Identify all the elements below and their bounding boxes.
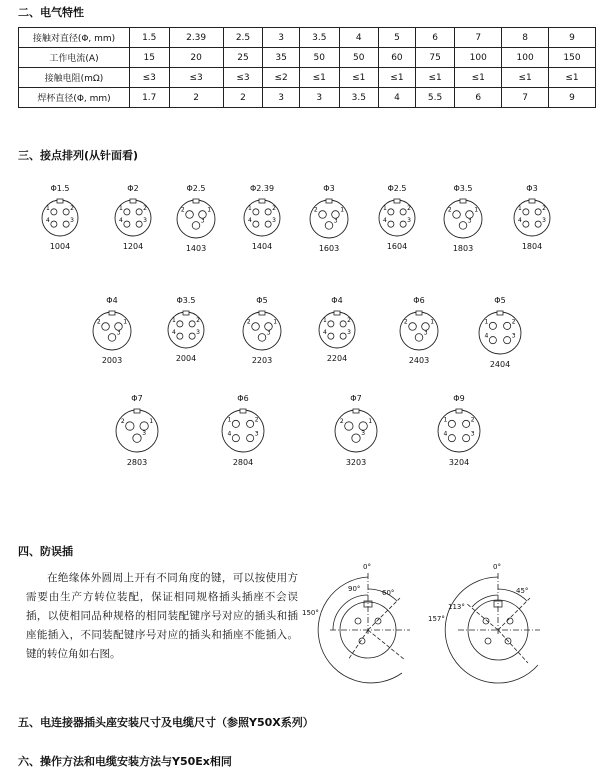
section-title-contact-arrangement: 三、接点排列(从针面看) (18, 149, 139, 162)
contact-number: 1 (340, 206, 345, 214)
angle-label-60: 60° (382, 589, 395, 597)
table-cell: 1.7 (130, 88, 170, 108)
connector-key (183, 311, 189, 315)
table-cell: 35 (263, 48, 300, 68)
contact-pin (186, 211, 194, 219)
connector-face (166, 310, 206, 350)
contact-pin (247, 420, 254, 427)
contact-pin (535, 221, 541, 227)
connector-outline (335, 410, 377, 452)
contact-pin (124, 209, 130, 215)
contact-number: 3 (361, 429, 366, 437)
contact-number: 1 (517, 204, 522, 212)
contact-pin (232, 435, 239, 442)
connector-key (456, 409, 462, 413)
connector-face (333, 408, 379, 454)
contact-pin (463, 420, 470, 427)
contact-pin (189, 321, 195, 327)
contact-number: 2 (347, 316, 352, 324)
table-cell: 5 (379, 28, 416, 48)
contact-number: 3 (470, 430, 475, 438)
contact-number: 2 (313, 206, 318, 214)
contact-pin (448, 435, 455, 442)
contact-pin (340, 321, 346, 327)
connector-diameter-label: Φ3.5 (453, 184, 473, 193)
connector-face (241, 310, 283, 352)
contact-number: 4 (517, 217, 522, 225)
contact-pin (253, 221, 259, 227)
angle-label-0: 0° (493, 563, 501, 571)
table-cell: 3.5 (339, 88, 379, 108)
connector-code: 1803 (452, 244, 474, 253)
contact-number: 3 (333, 217, 338, 225)
connector-code: 1204 (122, 242, 144, 251)
contact-pin (459, 222, 467, 230)
anti-misinsertion-text: 在绝缘体外圆周上开有不同角度的键，可以按使用方需要由生产方转位装配，保证相同规格插头插座不会误插，以使相同品种规格的相同装配键序号对应的插头和插座能插入，不同装配键序号对应的插头和插座不能插入。键的转位角如右图。 (26, 572, 298, 660)
connector-face (512, 198, 552, 238)
contact-pin (51, 221, 57, 227)
table-cell: 9 (549, 88, 596, 108)
contact-pin (400, 209, 406, 215)
contact-pin (247, 435, 254, 442)
contact-number: 1 (368, 417, 373, 425)
contact-pin (265, 221, 271, 227)
contact-pin (523, 209, 529, 215)
connector-code: 2404 (489, 360, 511, 369)
connector-key (193, 199, 199, 203)
contact-number: 1 (443, 416, 448, 424)
connector-code: 1404 (251, 242, 273, 251)
contact-number: 2 (70, 204, 75, 212)
contact-pin (359, 422, 367, 430)
contact-pin (415, 334, 423, 342)
connector-face (477, 310, 523, 356)
table-cell: ≤3 (223, 68, 263, 88)
connector-key (497, 311, 503, 315)
connector-face (91, 310, 133, 352)
contact-number: 4 (118, 217, 123, 225)
connector-code: 2003 (101, 356, 123, 365)
table-cell: 150 (549, 48, 596, 68)
connector-diameter-label: Φ7 (350, 394, 362, 403)
table-cell: 3 (300, 88, 340, 108)
contact-number: 2 (542, 204, 547, 212)
row-header: 接触对直径(Φ, mm) (19, 28, 130, 48)
table-cell: 15 (130, 48, 170, 68)
contact-number: 3 (200, 217, 205, 225)
connector-diameter-label: Φ5 (494, 296, 506, 305)
table-cell: ≤1 (300, 68, 340, 88)
contact-number: 3 (116, 329, 121, 337)
contact-number: 4 (227, 430, 232, 438)
contact-pin (177, 321, 183, 327)
connector-face (113, 198, 153, 238)
contact-pin (63, 221, 69, 227)
contact-number: 4 (484, 332, 489, 340)
contact-number: 3 (254, 430, 259, 438)
table-cell: 60 (379, 48, 416, 68)
connector-face (40, 198, 80, 238)
angle-label-157: 157° (428, 615, 445, 623)
table-cell: 7 (455, 28, 502, 48)
contact-pin (345, 422, 353, 430)
connector-key (57, 199, 63, 203)
contact-pin (388, 209, 394, 215)
row-header: 焊杯直径(Φ, mm) (19, 88, 130, 108)
contact-pin (63, 209, 69, 215)
contact-number: 2 (254, 416, 259, 424)
contact-pin (232, 420, 239, 427)
keying-diagram-left (300, 565, 420, 695)
contact-pin (102, 323, 110, 331)
connector-face (317, 310, 357, 350)
contact-number: 1 (382, 204, 387, 212)
connector-diameter-label: Φ7 (131, 394, 143, 403)
contact-number: 4 (45, 217, 50, 225)
connector-key (130, 199, 136, 203)
contact-number: 1 (430, 318, 435, 326)
table-cell: 6 (455, 88, 502, 108)
connector-face (308, 198, 350, 240)
connector-diameter-label: Φ2.5 (186, 184, 206, 193)
contact-pin (252, 323, 260, 331)
contact-number: 4 (382, 217, 387, 225)
contact-pin (124, 221, 130, 227)
contact-number: 1 (171, 316, 176, 324)
contact-number: 2 (180, 206, 185, 214)
connector-code: 2004 (175, 354, 197, 363)
table-cell: 3 (263, 28, 300, 48)
connector-face (114, 408, 160, 454)
connector-face (175, 198, 217, 240)
table-row (19, 68, 596, 88)
connector-key (134, 409, 140, 413)
connector-diameter-label: Φ2.39 (249, 184, 275, 193)
angle-label-113: 113° (448, 603, 465, 611)
contact-number: 3 (196, 329, 201, 337)
contact-number: 3 (266, 329, 271, 337)
table-cell: 75 (415, 48, 455, 68)
table-row (19, 28, 596, 48)
angle-label-150: 150° (302, 609, 319, 617)
contact-number: 4 (247, 217, 252, 225)
contact-pin (352, 434, 360, 442)
angle-label-0: 0° (363, 563, 371, 571)
connector-diameter-label: Φ2 (127, 184, 139, 193)
row-header: 工作电流(A) (19, 48, 130, 68)
contact-number: 1 (45, 204, 50, 212)
section-title-anti-misinsertion: 四、防误插 (18, 545, 73, 558)
contact-number: 2 (470, 416, 475, 424)
contact-pin (192, 222, 200, 230)
contact-number: 2 (407, 204, 412, 212)
contact-pin (265, 209, 271, 215)
contact-number: 2 (196, 316, 201, 324)
connector-face (220, 408, 266, 454)
contact-pin (133, 434, 141, 442)
contact-pin (253, 209, 259, 215)
table-cell: 7 (502, 88, 549, 108)
contact-number: 2 (403, 318, 408, 326)
keying-diagram-right (428, 565, 558, 695)
connector-diameter-label: Φ3 (323, 184, 335, 193)
contact-pin (340, 333, 346, 339)
table-cell: ≤1 (339, 68, 379, 88)
connector-code: 1804 (521, 242, 543, 251)
contact-pin (504, 322, 511, 329)
contact-pin (463, 435, 470, 442)
contact-pin (189, 333, 195, 339)
connector-code: 2203 (251, 356, 273, 365)
contact-number: 4 (322, 329, 327, 337)
connector-diameter-label: Φ6 (413, 296, 425, 305)
contact-number: 3 (542, 217, 547, 225)
connector-face (377, 198, 417, 238)
table-cell: ≤1 (455, 68, 502, 88)
connector-diameter-label: Φ4 (331, 296, 343, 305)
contact-pin (409, 323, 417, 331)
contact-number: 4 (171, 329, 176, 337)
table-cell: 100 (455, 48, 502, 68)
contact-number: 2 (120, 417, 125, 425)
contact-number: 1 (484, 318, 489, 326)
electrical-spec-table (18, 27, 596, 108)
contact-number: 2 (447, 206, 452, 214)
table-cell: ≤3 (130, 68, 170, 88)
contact-pin (523, 221, 529, 227)
connector-diameter-label: Φ6 (237, 394, 249, 403)
table-cell: 3.5 (300, 28, 340, 48)
section-title-electrical: 二、电气特性 (18, 6, 84, 19)
contact-number: 2 (246, 318, 251, 326)
contact-number: 3 (407, 217, 412, 225)
connector-code: 3204 (448, 458, 470, 467)
connector-face (242, 198, 282, 238)
contact-number: 1 (474, 206, 479, 214)
table-cell: ≤1 (502, 68, 549, 88)
contact-number: 2 (511, 318, 516, 326)
contact-number: 1 (227, 416, 232, 424)
anti-misinsertion-paragraph (26, 569, 298, 664)
angle-label-90: 90° (348, 585, 361, 593)
table-cell: 8 (502, 28, 549, 48)
connector-key (259, 199, 265, 203)
connector-code: 2804 (232, 458, 254, 467)
table-row (19, 48, 596, 68)
contact-number: 1 (149, 417, 154, 425)
table-cell: 4 (379, 88, 416, 108)
connector-code: 1603 (318, 244, 340, 253)
connector-key (334, 311, 340, 315)
contact-number: 3 (511, 332, 516, 340)
connector-diameter-label: Φ9 (453, 394, 465, 403)
table-cell: 2.5 (223, 28, 263, 48)
contact-number: 1 (322, 316, 327, 324)
connector-key (326, 199, 332, 203)
table-cell: 25 (223, 48, 263, 68)
contact-number: 3 (423, 329, 428, 337)
connector-key (109, 311, 115, 315)
connector-diameter-label: Φ1.5 (50, 184, 70, 193)
table-cell: 9 (549, 28, 596, 48)
connector-diameter-label: Φ2.5 (387, 184, 407, 193)
contact-pin (535, 209, 541, 215)
contact-pin (51, 209, 57, 215)
table-cell: 3 (263, 88, 300, 108)
keying-diagram-right-drawing (428, 565, 558, 695)
contact-number: 3 (70, 217, 75, 225)
contact-number: 1 (118, 204, 123, 212)
contact-pin (140, 422, 148, 430)
contact-number: 2 (339, 417, 344, 425)
section-title-operation-method: 六、操作方法和电缆安装方法与Y50Ex相同 (18, 755, 232, 768)
table-cell: 5.5 (415, 88, 455, 108)
table-cell: 2 (169, 88, 223, 108)
contact-pin (388, 221, 394, 227)
contact-pin (400, 221, 406, 227)
connector-code: 2403 (408, 356, 430, 365)
contact-number: 1 (273, 318, 278, 326)
connector-code: 1604 (386, 242, 408, 251)
table-cell: 2 (223, 88, 263, 108)
connector-code: 1403 (185, 244, 207, 253)
contact-pin (108, 334, 116, 342)
table-cell: ≤1 (549, 68, 596, 88)
table-cell: ≤1 (415, 68, 455, 88)
contact-number: 3 (467, 217, 472, 225)
contact-pin (126, 422, 134, 430)
table-cell: 1.5 (130, 28, 170, 48)
connector-diameter-label: Φ3.5 (176, 296, 196, 305)
connector-face (436, 408, 482, 454)
contact-number: 1 (123, 318, 128, 326)
row-header: 接触电阻(mΩ) (19, 68, 130, 88)
contact-pin (489, 337, 496, 344)
connector-key (416, 311, 422, 315)
connector-code: 3203 (345, 458, 367, 467)
contact-pin (328, 321, 334, 327)
connector-face (398, 310, 440, 352)
table-cell: ≤2 (263, 68, 300, 88)
table-cell: 2.39 (169, 28, 223, 48)
table-cell: ≤3 (169, 68, 223, 88)
contact-pin (328, 333, 334, 339)
connector-key (529, 199, 535, 203)
table-cell: 4 (339, 28, 379, 48)
contact-pin (325, 222, 333, 230)
table-cell: ≤1 (379, 68, 416, 88)
connector-diameter-label: Φ3 (526, 184, 538, 193)
contact-pin (319, 211, 327, 219)
connector-key (353, 409, 359, 413)
table-cell: 50 (300, 48, 340, 68)
contact-number: 3 (272, 217, 277, 225)
angle-label-45: 45° (516, 587, 529, 595)
connector-key (460, 199, 466, 203)
contact-pin (504, 337, 511, 344)
contact-pin (136, 221, 142, 227)
connector-key (259, 311, 265, 315)
contact-number: 4 (443, 430, 448, 438)
section-title-installation-dimensions: 五、电连接器插头座安装尺寸及电缆尺寸（参照Y50X系列） (18, 716, 314, 729)
connector-key (394, 199, 400, 203)
connector-code: 1004 (49, 242, 71, 251)
contact-pin (177, 333, 183, 339)
contact-number: 2 (96, 318, 101, 326)
connector-code: 2803 (126, 458, 148, 467)
connector-diameter-label: Φ4 (106, 296, 118, 305)
table-cell: 6 (415, 28, 455, 48)
table-cell: 50 (339, 48, 379, 68)
contact-number: 2 (272, 204, 277, 212)
contact-pin (453, 211, 461, 219)
contact-pin (136, 209, 142, 215)
table-cell: 100 (502, 48, 549, 68)
connector-face (442, 198, 484, 240)
contact-number: 3 (143, 217, 148, 225)
contact-number: 3 (142, 429, 147, 437)
contact-number: 2 (143, 204, 148, 212)
connector-diameter-label: Φ5 (256, 296, 268, 305)
connector-code: 2204 (326, 354, 348, 363)
contact-pin (448, 420, 455, 427)
connector-outline (116, 410, 158, 452)
table-cell: 20 (169, 48, 223, 68)
contact-pin (489, 322, 496, 329)
connector-key (240, 409, 246, 413)
table-row (19, 88, 596, 108)
contact-number: 1 (207, 206, 212, 214)
contact-number: 3 (347, 329, 352, 337)
contact-pin (258, 334, 266, 342)
contact-number: 1 (247, 204, 252, 212)
